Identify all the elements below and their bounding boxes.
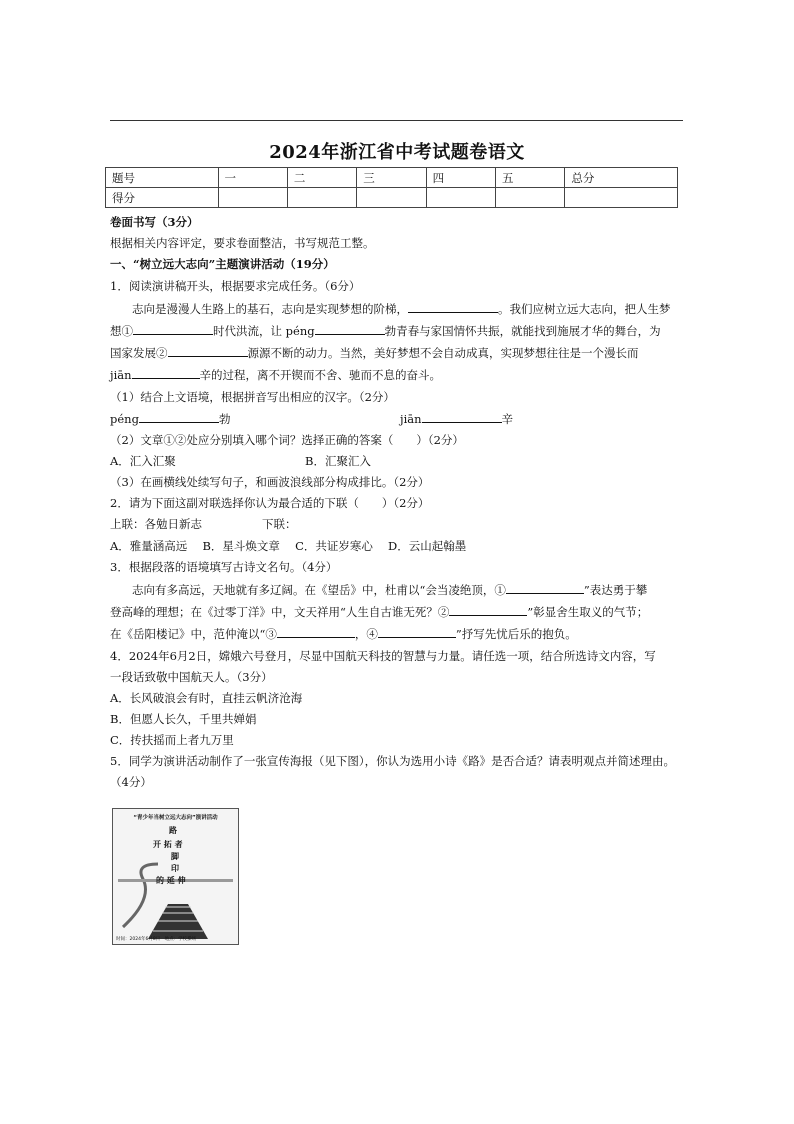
q2-options[interactable]: A．雅量涵高远 B．星斗焕文章 C．共证岁寒心 D．云山起翰墨 bbox=[110, 539, 467, 553]
score-table bbox=[105, 167, 678, 208]
table-cell: 二 bbox=[287, 168, 356, 188]
blank-continue-sentence[interactable] bbox=[408, 302, 498, 313]
q2-prompt: 2．请为下面这副对联选择你认为最合适的下联（ ）（2分） bbox=[110, 496, 430, 510]
passage-text: jiān bbox=[110, 368, 132, 382]
score-field[interactable] bbox=[565, 188, 678, 208]
passage-text: 时代洪流，让 péng bbox=[213, 324, 315, 338]
passage-text: 勃青春与家国情怀共振，就能找到施展才华的舞台，为 bbox=[384, 324, 661, 338]
q1-sub3: （3）在画横线处续写句子，和画波浪线部分构成排比。（2分） bbox=[110, 475, 430, 489]
q4-option-c[interactable]: C．抟扶摇而上者九万里 bbox=[110, 733, 234, 747]
table-cell: 五 bbox=[496, 168, 565, 188]
q4-prompt-line2: 一段话致敬中国航天人。（3分） bbox=[110, 670, 273, 684]
passage-text: 志向是漫漫人生路上的基石，志向是实现梦想的阶梯， bbox=[132, 302, 408, 316]
q3-line bbox=[110, 626, 577, 642]
score-field[interactable] bbox=[496, 188, 565, 208]
poster-text: 印 bbox=[171, 864, 179, 873]
blank-1[interactable] bbox=[133, 324, 213, 335]
q3-line bbox=[110, 604, 648, 620]
table-cell: 题号 bbox=[106, 168, 219, 188]
table-cell: 一 bbox=[218, 168, 287, 188]
q1-sub1: （1）结合上文语境，根据拼音写出相应的汉字。（2分） bbox=[110, 390, 395, 404]
passage-text: 想① bbox=[110, 324, 133, 338]
table-row bbox=[106, 168, 678, 188]
pinyin-peng bbox=[110, 411, 230, 427]
poster-footer: 时间：2024年6月8日 地点：学校操场 bbox=[116, 937, 197, 942]
q4-option-a[interactable]: A．长风破浪会有时，直挂云帆济沧海 bbox=[110, 691, 303, 705]
campaign-poster-image bbox=[112, 808, 239, 945]
pinyin-char: 勃 bbox=[218, 412, 231, 426]
section1-heading: 一、“树立远大志向”主题演讲活动（19分） bbox=[110, 257, 335, 271]
poster-header: “青少年当树立远大志向”演讲活动 bbox=[133, 815, 218, 821]
passage-text: ”彰显舍生取义的气节； bbox=[527, 605, 649, 619]
poster-text: 脚 bbox=[171, 852, 179, 861]
pinyin-char: 辛 bbox=[501, 412, 514, 426]
passage-text: 国家发展② bbox=[110, 346, 168, 360]
header-rule bbox=[110, 120, 683, 121]
passage-text: 辛的过程，离不开锲而不舍、驰而不息的奋斗。 bbox=[199, 368, 442, 382]
passage-text: 。我们应树立远大志向，把人生梦 bbox=[498, 302, 671, 316]
blank-q3-3[interactable] bbox=[277, 627, 355, 638]
table-row bbox=[106, 188, 678, 208]
passage-text: 在《岳阳楼记》中，范仲淹以“③ bbox=[110, 627, 277, 641]
pinyin-jian bbox=[400, 411, 513, 427]
q1-option-b[interactable]: B．汇聚汇入 bbox=[305, 454, 371, 468]
q1-passage-line bbox=[110, 323, 661, 339]
q1-prompt: 1．阅读演讲稿开头，根据要求完成任务。（6分） bbox=[110, 279, 361, 293]
pinyin-label: jiān bbox=[400, 412, 422, 426]
poster-text: 路 bbox=[169, 826, 177, 835]
q5-prompt-line1: 5．同学为演讲活动制作了一张宣传海报（见下图），你认为选用小诗《路》是否合适？请表明观点并简述理由。 bbox=[110, 754, 676, 768]
blank-q3-4[interactable] bbox=[378, 627, 456, 638]
table-cell: 总分 bbox=[565, 168, 678, 188]
score-field[interactable] bbox=[218, 188, 287, 208]
score-field[interactable] bbox=[426, 188, 495, 208]
passage-text: ”抒写先忧后乐的抱负。 bbox=[455, 627, 577, 641]
q4-option-b[interactable]: B．但愿人长久，千里共婵娟 bbox=[110, 712, 257, 726]
q4-prompt-line1: 4．2024年6月2日，嫦娥六号登月，尽显中国航天科技的智慧与力量。请任选一项，结合所选诗文内容，写 bbox=[110, 649, 656, 663]
passage-text: ”表达勇于攀 bbox=[583, 583, 648, 597]
table-cell: 得分 bbox=[106, 188, 219, 208]
poster-text: 的 延 伸 bbox=[156, 876, 186, 885]
table-cell: 四 bbox=[426, 168, 495, 188]
handwriting-heading: 卷面书写（3分） bbox=[110, 215, 199, 229]
q1-passage-line bbox=[110, 367, 441, 383]
blank-q3-1[interactable] bbox=[506, 583, 584, 594]
page-title: 2024年浙江省中考试题卷语文 bbox=[269, 142, 525, 163]
blank-jian[interactable] bbox=[132, 368, 200, 379]
q1-passage-line bbox=[110, 345, 639, 361]
poster-text: 开 拓 者 bbox=[153, 840, 183, 849]
blank-2[interactable] bbox=[168, 346, 248, 357]
q1-sub2: （2）文章①②处应分别填入哪个词？选择正确的答案（ ）（2分） bbox=[110, 433, 464, 447]
q1-option-a[interactable]: A．汇入汇聚 bbox=[110, 454, 176, 468]
passage-text: 登高峰的理想；在《过零丁洋》中，文天祥用“人生自古谁无死？② bbox=[110, 605, 450, 619]
q3-line bbox=[132, 582, 647, 598]
passage-text: 源源不断的动力。当然，美好梦想不会自动成真，实现梦想往往是一个漫长而 bbox=[247, 346, 639, 360]
blank-peng[interactable] bbox=[315, 324, 385, 335]
passage-text: ，④ bbox=[354, 627, 378, 641]
blank-q3-2[interactable] bbox=[449, 605, 527, 616]
q2-upper-couplet: 上联：各勉日新志 bbox=[110, 517, 202, 531]
answer-jian-field[interactable] bbox=[422, 412, 502, 423]
q5-prompt-line2: （4分） bbox=[110, 775, 152, 789]
q2-lower-couplet: 下联： bbox=[262, 517, 297, 531]
score-field[interactable] bbox=[357, 188, 426, 208]
q3-prompt: 3．根据段落的语境填写古诗文名句。（4分） bbox=[110, 560, 338, 574]
table-cell: 三 bbox=[357, 168, 426, 188]
answer-peng-field[interactable] bbox=[139, 412, 219, 423]
pinyin-label: péng bbox=[110, 412, 139, 426]
handwriting-desc: 根据相关内容评定，要求卷面整洁，书写规范工整。 bbox=[110, 236, 375, 250]
q1-passage-line bbox=[132, 301, 671, 317]
passage-text: 志向有多高远，天地就有多辽阔。在《望岳》中，杜甫以“会当凌绝顶，① bbox=[132, 583, 506, 597]
score-field[interactable] bbox=[287, 188, 356, 208]
